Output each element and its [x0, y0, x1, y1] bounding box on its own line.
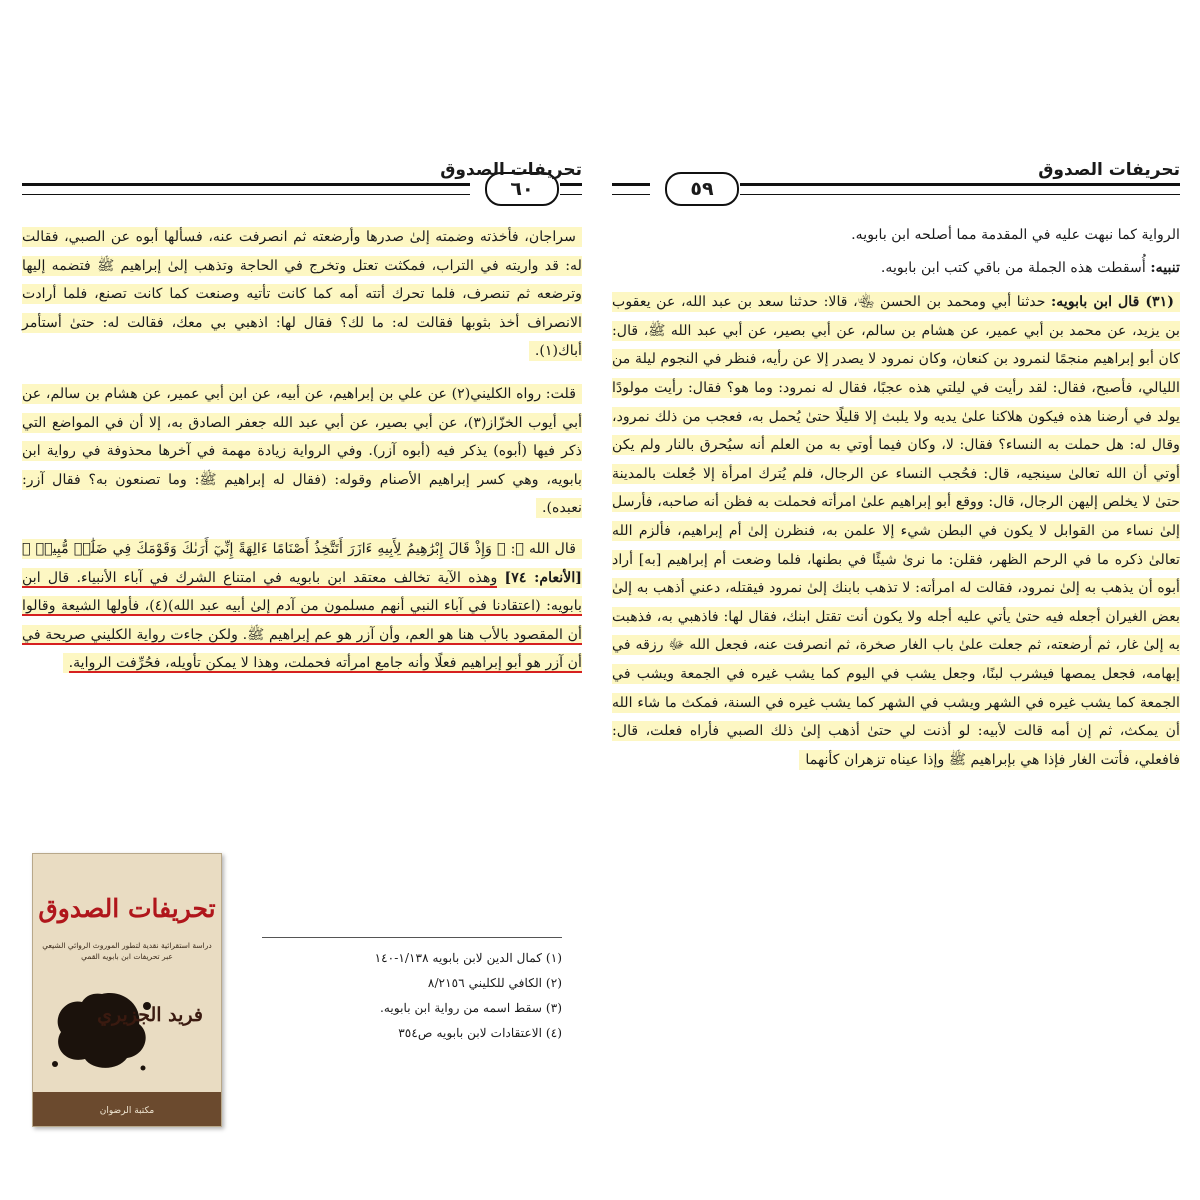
running-title: تحريفات الصدوق: [1038, 160, 1180, 180]
running-title: تحريفات الصدوق: [440, 160, 582, 180]
intro-line: الرواية كما نبهت عليه في المقدمة مما أصلحه ابن بابويه.: [851, 227, 1180, 243]
quran-paragraph: [22, 535, 582, 678]
highlighted-text: قلت: رواه الكليني(٢) عن علي بن إبراهيم، عن أبيه، عن ابن أبي عمير، عن هشام بن سالم، عن أبي أيوب الخزّاز(٣)، عن أبي بصير، عن أبي عبد الله جعفر الصادق به، إلا أن في المواضع التي ذكر فيها (أبوه) يذكر فيه (أبوه آزر). وفي الرواية زيادة مهمة في آخرها محذوفة في رواية ابن بابويه، وهي كسر إبراهيم الأصنام وقوله: (فقال له إبراهيم ﷺ: وما تصنعون به؟ فقال آزر: نعبده).: [22, 385, 583, 517]
header-rule: [560, 183, 582, 195]
footnote: (٢) الكافي للكليني ٨/٢١٥٦: [427, 976, 562, 990]
footnote: (٤) الاعتقادات لابن بابويه ص٣٥٤: [398, 1026, 562, 1040]
header-rule: [740, 183, 1180, 195]
narration-text: حدثنا أبي ومحمد بن الحسن ﵄، قالا: حدثنا سعد بن عبد الله، عن يعقوب بن يزيد، عن محمد بن أبي عمير، عن هشام بن سالم، عن أبي بصير، عن أبي عبد الله ﷺ، قال: كان أبو إبراهيم منجمًا لنمرود بن كنعان، وكان نمرود لا يصدر إلا عن رأيه، فنظر في النجوم ليلة من الليالي، فأصبح، فقال: لقد رأيت في ليلتي هذه عجبًا، فقال له نمرود: وما هو؟ فقال: رأيت مولودًا يولد في أرضنا هذه فيكون هلاكنا علىٰ يديه ولا يلبث إلا قليلًا حتىٰ يُحمل به، فعجب من ذلك نمرود، وقال له: هل حملت به النساء؟ فقال: لا، وكان فيما أوتي به من العلم أنه سيُحرق بالنار ولم يكن أوتي أن الله تعالىٰ سينجيه، قال: فحُجب النساء عن الرجال، فلم يُترك امرأة إلا جُعلت بالمدينة حتىٰ لا يخلص إليهن الرجال، قال: ووقع أبو إبراهيم علىٰ امرأته فحملت به فظن أنه صاحبه، فأرسل إلىٰ نساء من القوابل لا يكون في البطن شيء إلا علمن به، فنظرن إلىٰ أم إبراهيم، فألزم الله تعالىٰ ذكره ما في الرحم الظهر، فقلن: ما نرىٰ شيئًا في بطنها، فلما وضعت أم إبراهيم [به] أراد أبوه أن يذهب به إلىٰ نمرود، فقالت له امرأته: لا تذهب بابنك إلىٰ نمرود فيقتله، دعني أذهب به إلىٰ بعض الغيران أجعله فيه حتىٰ يأتي عليه أجله ولا يكون أنت تقتل ابنك، فقال لها: فاذهبي به، فذهبت به إلىٰ غار، ثم أرضعته، ثم جعلت علىٰ باب الغار صخرة، ثم انصرفت عنه، فجعل الله ﷻ رزقه في إبهامه، فجعل يمصها فيشرب لبنًا، وجعل يشب في اليوم كما يشب غيره في الجمعة ويشب في الجمعة كما يشب غيره في الشهر ويشب في الشهر كما يشب غيره في السنة، فمكث ما شاء الله أن يمكث، ثم إن أمه قالت لأبيه: لو أذنت لي حتىٰ أذهب إلىٰ ذلك الصبي فأراه فعلت، قال: فافعلي، فأتت الغار فإذا هي بإبراهيم ﷺ وإذا عيناه تزهران كأنهما: [612, 294, 1181, 768]
footnotes: [262, 937, 562, 1046]
header-rule: [22, 183, 470, 195]
page-header: [22, 155, 582, 199]
red-underlined-text: وهذه الآية تخالف معتقد ابن بابويه في امتناع الشرك في آباء الأنبياء. قال ابن بابويه: (اعتقادنا في آباء النبي أنهم مسلمون من آدم إلىٰ أبيه عبد الله)(٤)، فأولها الشيعة وقالوا أن المقصود بالأب هنا هو العم، وأن آزر هو عم إبراهيم ﷺ. ولكن جاءت رواية الكليني صريحة في أن آزر هو أبو إبراهيم فعلًا وأنه جامع امرأته فحملت، وهذا لا يمكن تأويله، فحُرِّفت الرواية.: [22, 569, 582, 672]
note-line: [612, 254, 1180, 283]
footnote: (٣) سقط اسمه من رواية ابن بابويه.: [380, 1001, 562, 1015]
highlighted-text: [612, 292, 1180, 770]
note-text: أُسقطت هذه الجملة من باقي كتب ابن بابويه.: [880, 259, 1146, 276]
page-60: [22, 155, 583, 1116]
quran-intro: قال الله ﷻ:: [510, 540, 576, 557]
cover-author: فريد الجزيري: [97, 1004, 203, 1026]
quran-reference: [الأنعام: ٧٤]: [504, 569, 582, 586]
page-body: [612, 221, 1180, 774]
narration-label: (٣١) قال ابن بابويه:: [1051, 294, 1174, 311]
cover-publisher: مكتبة الرضوان: [99, 1106, 155, 1116]
page-header: [612, 155, 1180, 199]
cover-title: تحريفات الصدوق: [38, 894, 216, 923]
ink-splash-graphic: [47, 984, 157, 1074]
quran-verse: ﴿ وَإِذْ قَالَ إِبْرَٰهِيمُ لِأَبِيهِ ءَازَرَ أَتَتَّخِذُ أَصْنَامًا ءَالِهَةً إِنِّيٓ أَرَىٰكَ وَقَوْمَكَ فِي ضَلَٰلٖ مُّبِينٖ ﴾: [22, 540, 506, 557]
narration-paragraph: [612, 288, 1180, 774]
footnote: (١) كمال الدين لابن بابويه ١/١٣٨-١٤٠: [374, 951, 562, 965]
note-label: تنبيه:: [1150, 259, 1180, 276]
highlighted-text: سراجان، فأخذته وضمته إلىٰ صدرها وأرضعته ثم انصرفت عنه، فسألها أبوه عن الصبي، فقالت له: قد واريته في التراب، فمكثت تعتل وتخرج في الحاجة وتذهب إلىٰ إبراهيم ﷺ فتضمه إليها وترضعه ثم تنصرف، فلما تحرك أتته أمه كما كانت تأتيه وصنعت كما كانت تصنع، فلما أرادت الانصراف أخذ بثوبها فقالت له: ما لك؟ فقال لها: اذهبي بي معك، فقالت له: حتىٰ أستأمر أباك(١).: [22, 229, 582, 360]
page-body: [22, 223, 582, 678]
book-cover-image: [32, 853, 222, 1127]
page-number: ٦٠: [485, 172, 559, 206]
page-number: ٥٩: [665, 172, 739, 206]
paragraph: [22, 380, 582, 523]
cover-subtitle: دراسة استقرائية نقدية لتطور الموروث الروائي الشيعي عبر تحريفات ابن بابويه القمي: [42, 941, 212, 961]
paragraph: [22, 223, 582, 366]
header-rule: [612, 183, 650, 195]
page-59: [612, 155, 1180, 1055]
highlighted-text: [22, 539, 582, 673]
